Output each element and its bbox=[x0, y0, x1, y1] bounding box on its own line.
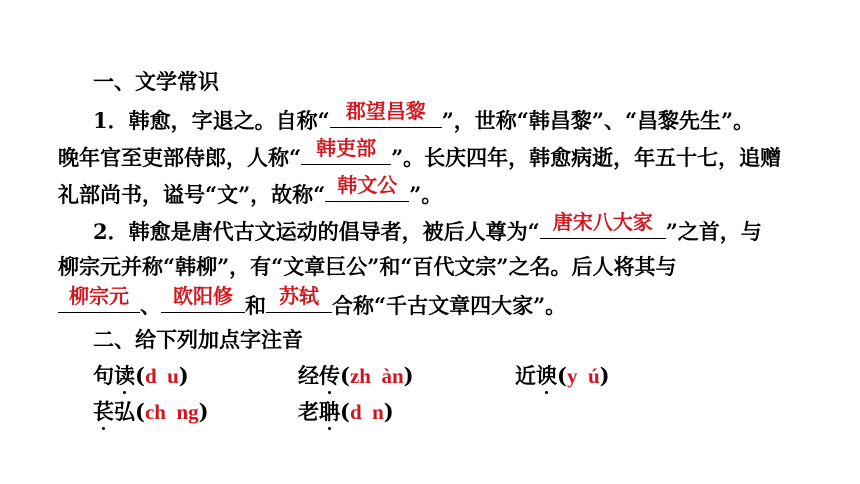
p1-text1: 韩愈，字退之。自称“ bbox=[128, 108, 330, 133]
char: 句 bbox=[93, 363, 114, 388]
p2-line3 bbox=[58, 284, 567, 320]
char: 近 bbox=[515, 363, 536, 388]
p1-number: 1． bbox=[93, 108, 129, 133]
p2-line2: 柳宗元并称“韩柳”，有“文章巨公”和“百代文宗”之名。后人将其与 bbox=[58, 254, 677, 279]
p2-line1 bbox=[93, 210, 762, 246]
answer-text: 柳宗元 bbox=[69, 284, 129, 308]
p2-text4: 合称“千古文章四大家”。 bbox=[332, 293, 567, 318]
dotted-char: 苌 bbox=[93, 399, 114, 424]
dotted-char: 谀 bbox=[536, 363, 557, 388]
paren: ( bbox=[135, 399, 145, 424]
p1-text2: ”，世称“韩昌黎”、“昌黎先生”。 bbox=[441, 108, 755, 133]
pinyin-answer: zh àn bbox=[349, 364, 404, 388]
answer-text: 唐宋八大家 bbox=[552, 210, 653, 234]
p1-line1 bbox=[93, 99, 755, 135]
pinyin-item bbox=[298, 362, 414, 390]
pinyin-answer: ch ng bbox=[144, 400, 199, 424]
dotted-char: 传 bbox=[319, 363, 340, 388]
pinyin-item bbox=[93, 362, 189, 390]
char: 老 bbox=[298, 399, 319, 424]
answer-blank-4 bbox=[540, 210, 666, 239]
p2-number: 2． bbox=[93, 219, 129, 244]
answer-text: 郡望昌黎 bbox=[345, 99, 426, 123]
p1-text6: ”。 bbox=[409, 182, 443, 207]
paren: ) bbox=[383, 399, 394, 424]
p2-text1: 韩愈是唐代古文运动的倡导者，被后人尊为“ bbox=[128, 219, 540, 244]
paren: ) bbox=[599, 363, 610, 388]
answer-text: 韩文公 bbox=[337, 173, 398, 197]
paren: ) bbox=[178, 363, 189, 388]
p1-text3: 晚年官至吏部侍郎，人称“ bbox=[58, 145, 302, 170]
answer-text: 韩吏部 bbox=[316, 136, 377, 160]
dotted-char: 聃 bbox=[319, 399, 340, 424]
pinyin-item bbox=[93, 398, 209, 426]
paren: ( bbox=[340, 399, 350, 424]
answer-text: 苏轼 bbox=[279, 284, 319, 308]
p1-text4: ”。长庆四年，韩愈病逝，年五十七，追赠 bbox=[391, 145, 782, 170]
section2-title: 二、给下列加点字注音 bbox=[93, 328, 303, 352]
answer-blank-5 bbox=[58, 284, 140, 313]
pinyin-answer: d n bbox=[349, 400, 384, 424]
answer-blank-3 bbox=[325, 173, 409, 202]
paren: ) bbox=[198, 399, 209, 424]
p1-text5: 礼部尚书，谥号“文”，故称“ bbox=[58, 182, 326, 207]
separator: 和 bbox=[245, 293, 266, 318]
char: 经 bbox=[298, 363, 319, 388]
paren: ( bbox=[135, 363, 145, 388]
answer-blank-2 bbox=[301, 136, 391, 165]
answer-blank-1 bbox=[330, 99, 442, 128]
answer-blank-6 bbox=[161, 284, 245, 313]
paren: ) bbox=[403, 363, 414, 388]
p1-line2 bbox=[58, 136, 782, 172]
paren: ( bbox=[340, 363, 350, 388]
paren: ( bbox=[557, 363, 567, 388]
p1-line3 bbox=[58, 173, 443, 209]
char: 弘 bbox=[114, 399, 135, 424]
pinyin-item bbox=[298, 398, 394, 426]
pinyin-item bbox=[515, 362, 610, 390]
p2-text2: ”之首，与 bbox=[665, 219, 762, 244]
answer-text: 欧阳修 bbox=[173, 284, 233, 308]
pinyin-answer: y ú bbox=[566, 364, 600, 388]
answer-blank-7 bbox=[266, 284, 332, 313]
dotted-char: 读 bbox=[114, 363, 135, 388]
separator: 、 bbox=[140, 293, 161, 318]
section1-title: 一、文学常识 bbox=[93, 70, 219, 94]
pinyin-answer: d u bbox=[144, 364, 179, 388]
